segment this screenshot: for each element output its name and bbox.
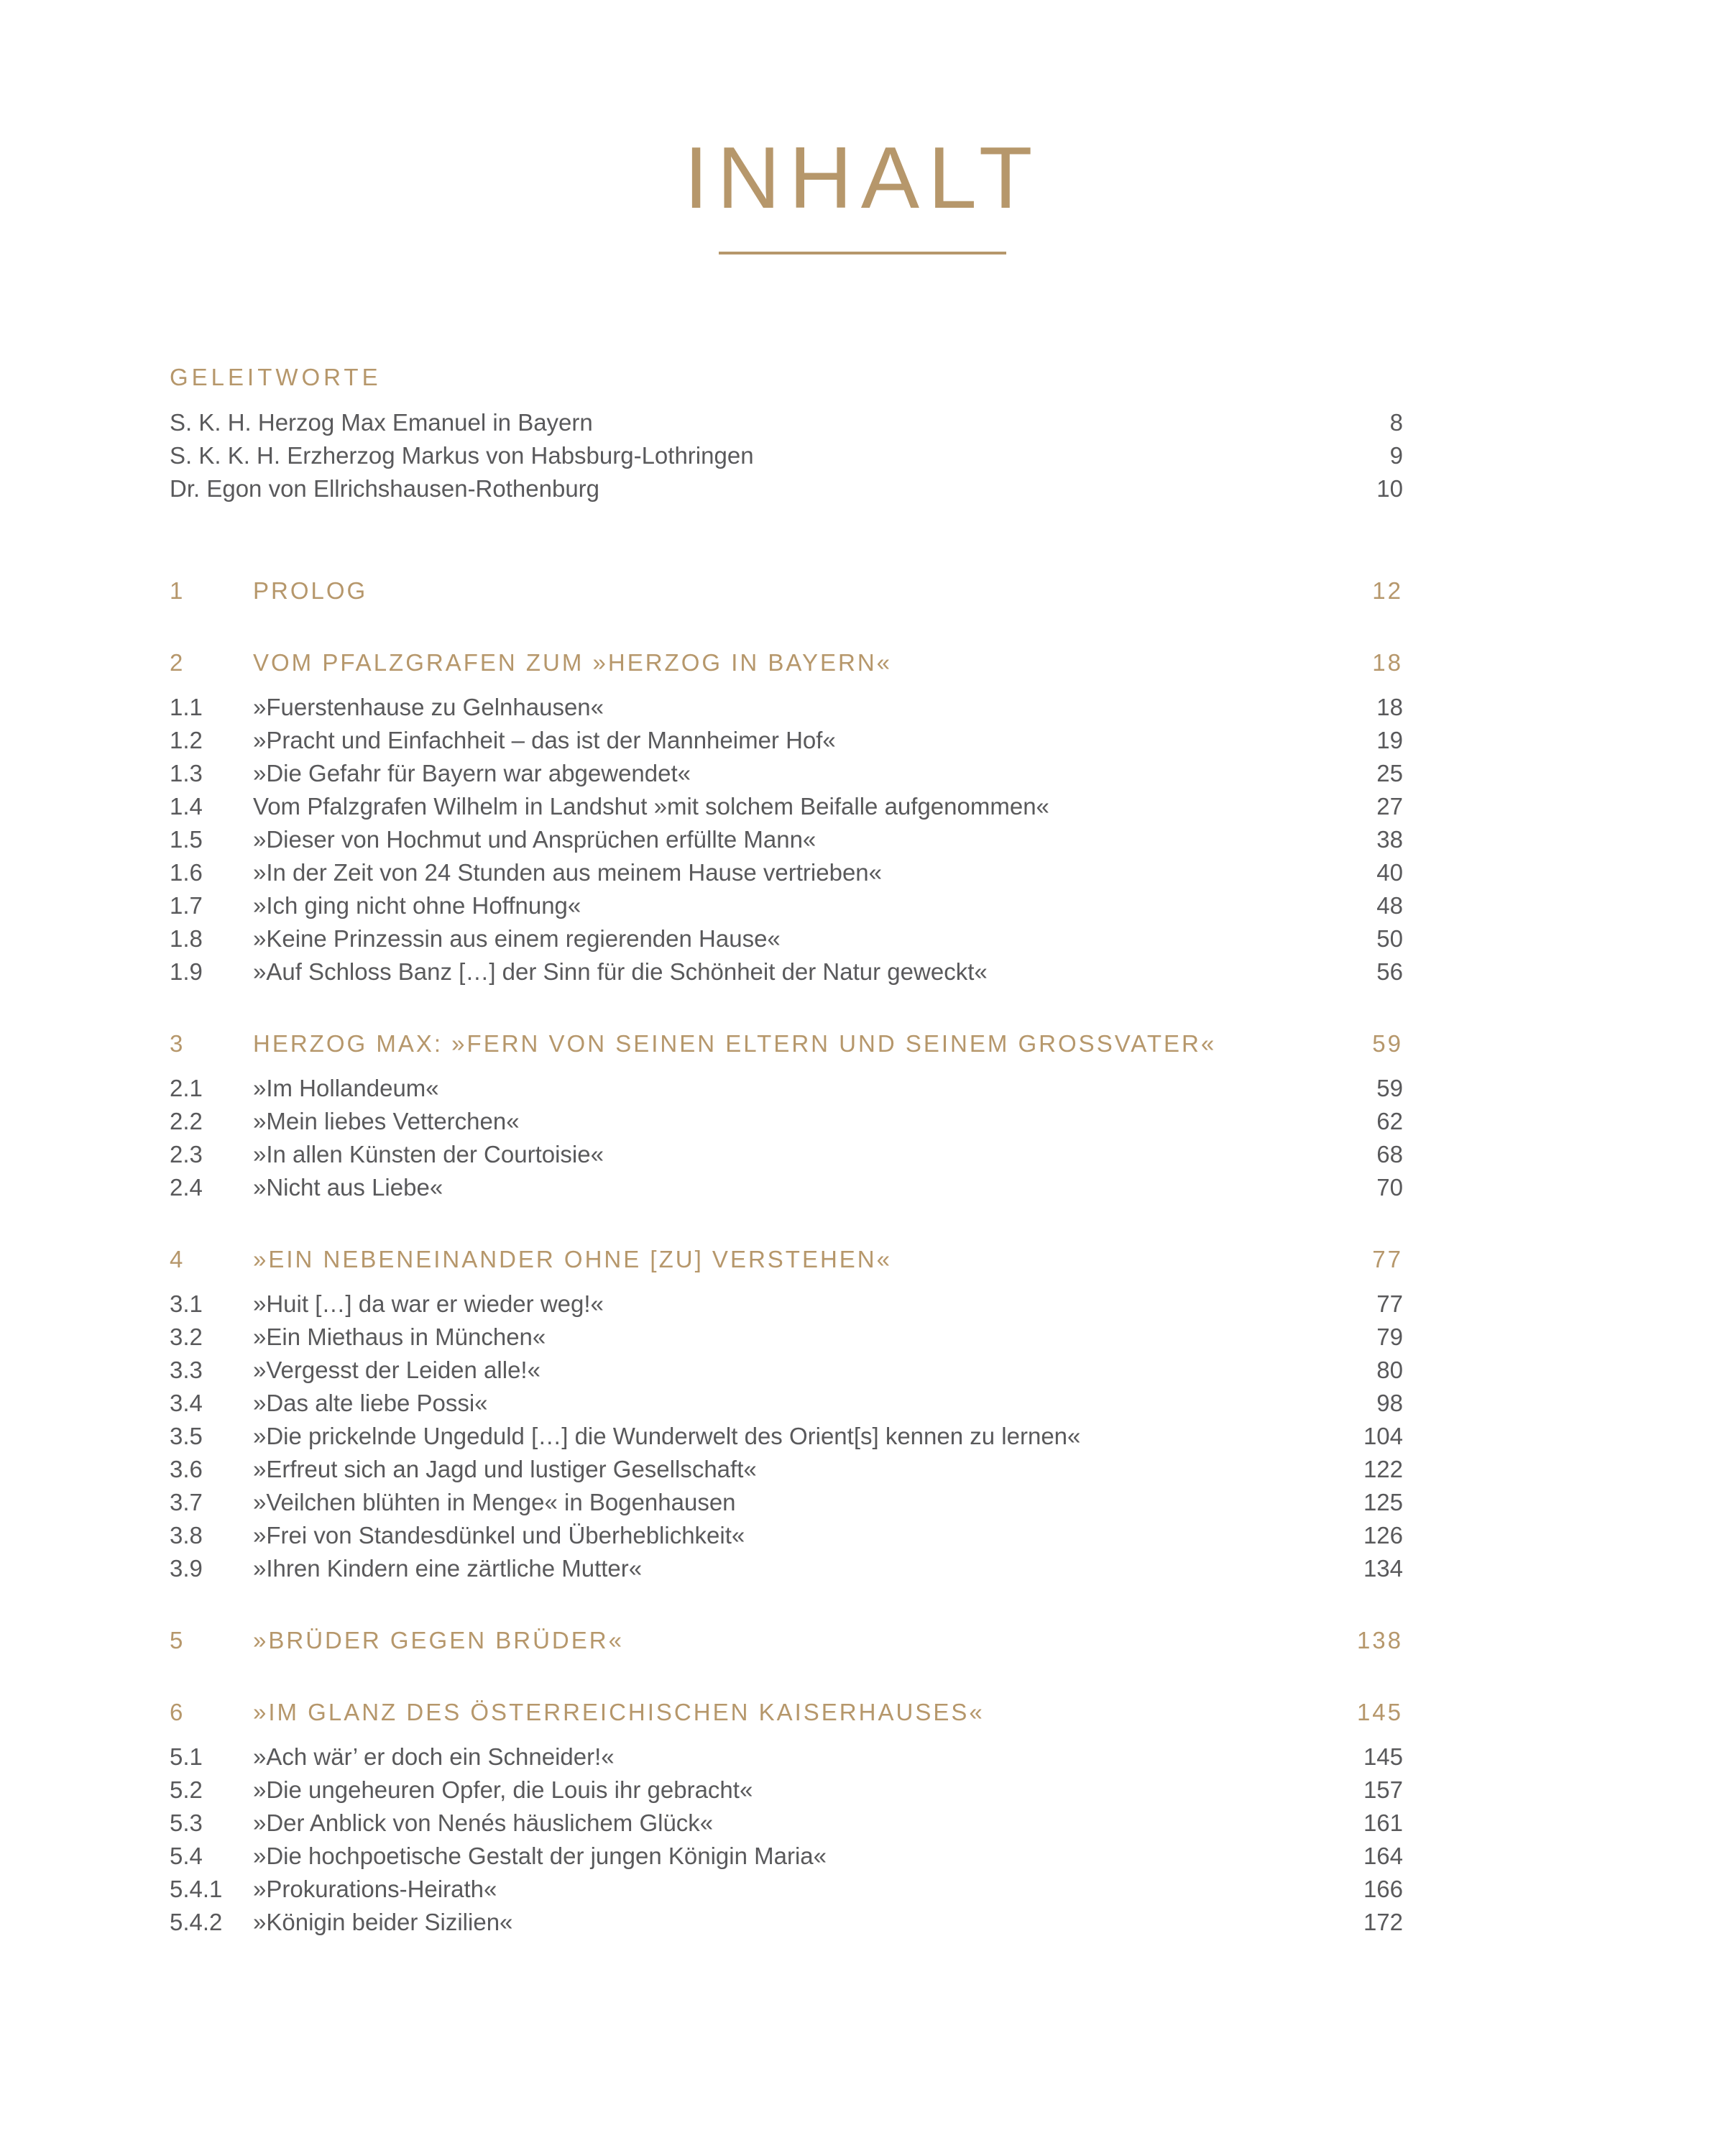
entry-label: »Die prickelnde Ungeduld […] die Wunderwelt des Orient[s] kennen zu lernen« bbox=[253, 1423, 1081, 1449]
entry-page-number: 145 bbox=[1363, 1743, 1403, 1770]
chapter-title: PROLOG bbox=[253, 577, 368, 604]
entry-label: »Das alte liebe Possi« bbox=[253, 1390, 488, 1416]
entry-label: »Erfreut sich an Jagd und lustiger Gesellschaft« bbox=[253, 1456, 757, 1482]
chapter-entries bbox=[170, 1740, 1403, 1939]
entry-number: 5.1 bbox=[170, 1743, 203, 1770]
entry-page-number: 59 bbox=[1376, 1075, 1403, 1101]
chapter-entries bbox=[170, 1072, 1403, 1204]
entry-label: »Ich ging nicht ohne Hoffnung« bbox=[253, 892, 581, 919]
entry-page-number: 40 bbox=[1376, 859, 1403, 886]
chapter-group bbox=[170, 1696, 1403, 1939]
toc-entry bbox=[170, 691, 1403, 724]
entry-label: »Veilchen blühten in Menge« in Bogenhausen bbox=[253, 1489, 736, 1515]
chapter-group bbox=[170, 646, 1403, 988]
chapter-title: HERZOG MAX: »FERN VON SEINEN ELTERN UND SEINEM GROSSVATER« bbox=[253, 1030, 1217, 1057]
geleitworte-heading: GELEITWORTE bbox=[170, 364, 382, 390]
entry-number: 3.1 bbox=[170, 1290, 203, 1317]
toc-entry bbox=[170, 790, 1403, 823]
chapter-list bbox=[170, 574, 1403, 1939]
toc-entry bbox=[170, 1288, 1403, 1321]
entry-number: 2.2 bbox=[170, 1108, 203, 1134]
entry-page-number: 79 bbox=[1376, 1324, 1403, 1350]
entry-number: 3.4 bbox=[170, 1390, 203, 1416]
entry-number: 1.2 bbox=[170, 727, 203, 753]
chapter-group bbox=[170, 1027, 1403, 1204]
entry-number: 3.9 bbox=[170, 1555, 203, 1582]
entry-label: »Keine Prinzessin aus einem regierenden Hause« bbox=[253, 925, 781, 952]
entry-number: 3.7 bbox=[170, 1489, 203, 1515]
chapter-title: »BRÜDER GEGEN BRÜDER« bbox=[253, 1627, 624, 1653]
entry-number: 1.7 bbox=[170, 892, 203, 919]
entry-page-number: 98 bbox=[1376, 1390, 1403, 1416]
entry-page-number: 56 bbox=[1376, 958, 1403, 985]
chapter-page-number: 77 bbox=[1372, 1246, 1403, 1272]
entry-number: 3.6 bbox=[170, 1456, 203, 1482]
entry-page-number: 19 bbox=[1376, 727, 1403, 753]
entry-label: »Königin beider Sizilien« bbox=[253, 1909, 513, 1935]
entry-label: »Auf Schloss Banz […] der Sinn für die Schönheit der Natur geweckt« bbox=[253, 958, 988, 985]
entry-number: 5.4 bbox=[170, 1843, 203, 1869]
chapter-page-number: 18 bbox=[1372, 649, 1403, 676]
toc-entry bbox=[170, 1552, 1403, 1585]
entry-label: S. K. K. H. Erzherzog Markus von Habsburg-Lothringen bbox=[170, 442, 754, 469]
entry-page-number: 50 bbox=[1376, 925, 1403, 952]
entry-label: »Der Anblick von Nenés häuslichem Glück« bbox=[253, 1809, 714, 1836]
chapter-number: 1 bbox=[170, 577, 183, 604]
entry-number: 5.4.1 bbox=[170, 1876, 223, 1902]
entry-page-number: 38 bbox=[1376, 826, 1403, 853]
entry-label: »Dieser von Hochmut und Ansprüchen erfüllte Mann« bbox=[253, 826, 816, 853]
toc-entry bbox=[170, 1072, 1403, 1105]
chapter-number: 3 bbox=[170, 1030, 183, 1057]
entry-label: »Prokurations-Heirath« bbox=[253, 1876, 497, 1902]
chapter-number: 2 bbox=[170, 649, 183, 676]
entry-page-number: 10 bbox=[1376, 475, 1403, 502]
toc-entry bbox=[170, 1171, 1403, 1204]
entry-label: »Mein liebes Vetterchen« bbox=[253, 1108, 520, 1134]
chapter-title: VOM PFALZGRAFEN ZUM »HERZOG IN BAYERN« bbox=[253, 649, 893, 676]
toc-entry bbox=[170, 1138, 1403, 1171]
entry-number: 1.8 bbox=[170, 925, 203, 952]
entry-label: »Nicht aus Liebe« bbox=[253, 1174, 443, 1201]
chapter-number: 4 bbox=[170, 1246, 183, 1272]
entry-page-number: 77 bbox=[1376, 1290, 1403, 1317]
toc-entry bbox=[170, 1807, 1403, 1840]
entry-number: 1.1 bbox=[170, 694, 203, 720]
entry-label: »Fuerstenhause zu Gelnhausen« bbox=[253, 694, 604, 720]
toc-entry bbox=[170, 1840, 1403, 1873]
entry-page-number: 8 bbox=[1389, 409, 1403, 436]
entry-page-number: 48 bbox=[1376, 892, 1403, 919]
entry-page-number: 68 bbox=[1376, 1141, 1403, 1168]
chapter-page-number: 12 bbox=[1372, 577, 1403, 604]
toc-entry bbox=[170, 1354, 1403, 1387]
entry-number: 1.6 bbox=[170, 859, 203, 886]
toc-entry bbox=[170, 823, 1403, 856]
entry-label: »Die hochpoetische Gestalt der jungen Königin Maria« bbox=[253, 1843, 827, 1869]
entry-page-number: 134 bbox=[1363, 1555, 1403, 1582]
chapter-group bbox=[170, 1243, 1403, 1585]
toc-entry bbox=[170, 1387, 1403, 1420]
chapter-page-number: 145 bbox=[1356, 1699, 1403, 1725]
entry-number: 5.3 bbox=[170, 1809, 203, 1836]
chapter-page-number: 138 bbox=[1356, 1627, 1403, 1653]
entry-number: 2.4 bbox=[170, 1174, 203, 1201]
entry-label: S. K. H. Herzog Max Emanuel in Bayern bbox=[170, 409, 593, 436]
chapter-group bbox=[170, 574, 1403, 607]
toc-entry bbox=[170, 1453, 1403, 1486]
entry-page-number: 157 bbox=[1363, 1776, 1403, 1803]
chapter-heading bbox=[170, 1243, 1403, 1276]
entry-number: 2.3 bbox=[170, 1141, 203, 1168]
chapter-heading bbox=[170, 646, 1403, 679]
entry-label: »Die ungeheuren Opfer, die Louis ihr gebracht« bbox=[253, 1776, 753, 1803]
entry-page-number: 161 bbox=[1363, 1809, 1403, 1836]
toc-entry bbox=[170, 724, 1403, 757]
geleitworte-entries bbox=[170, 406, 1403, 505]
entry-label: »Vergesst der Leiden alle!« bbox=[253, 1357, 540, 1383]
entry-page-number: 80 bbox=[1376, 1357, 1403, 1383]
entry-page-number: 62 bbox=[1376, 1108, 1403, 1134]
geleitworte-entry bbox=[170, 439, 1403, 472]
entry-page-number: 164 bbox=[1363, 1843, 1403, 1869]
entry-page-number: 166 bbox=[1363, 1876, 1403, 1902]
entry-label: »Die Gefahr für Bayern war abgewendet« bbox=[253, 760, 691, 786]
entry-label: »Ach wär’ er doch ein Schneider!« bbox=[253, 1743, 615, 1770]
entry-number: 2.1 bbox=[170, 1075, 203, 1101]
toc-entry bbox=[170, 1740, 1403, 1774]
entry-number: 3.8 bbox=[170, 1522, 203, 1549]
chapter-entries bbox=[170, 691, 1403, 988]
toc-entry bbox=[170, 889, 1403, 922]
entry-number: 3.5 bbox=[170, 1423, 203, 1449]
entry-label: Vom Pfalzgrafen Wilhelm in Landshut »mit solchem Beifalle aufgenommen« bbox=[253, 793, 1049, 820]
entry-page-number: 25 bbox=[1376, 760, 1403, 786]
toc-entry bbox=[170, 1873, 1403, 1906]
toc-entry bbox=[170, 1906, 1403, 1939]
toc-entry bbox=[170, 856, 1403, 889]
entry-label: »Im Hollandeum« bbox=[253, 1075, 439, 1101]
entry-label: »In der Zeit von 24 Stunden aus meinem Hause vertrieben« bbox=[253, 859, 883, 886]
entry-page-number: 27 bbox=[1376, 793, 1403, 820]
entry-page-number: 126 bbox=[1363, 1522, 1403, 1549]
entry-number: 1.9 bbox=[170, 958, 203, 985]
entry-label: »Ihren Kindern eine zärtliche Mutter« bbox=[253, 1555, 643, 1582]
entry-number: 3.2 bbox=[170, 1324, 203, 1350]
geleitworte-entry bbox=[170, 406, 1403, 439]
toc-entry bbox=[170, 1774, 1403, 1807]
geleitworte-entry bbox=[170, 472, 1403, 505]
entry-page-number: 122 bbox=[1363, 1456, 1403, 1482]
chapter-title: »EIN NEBENEINANDER OHNE [ZU] VERSTEHEN« bbox=[253, 1246, 892, 1272]
chapter-title: »IM GLANZ DES ÖSTERREICHISCHEN KAISERHAUSES« bbox=[253, 1699, 985, 1725]
entry-label: »Ein Miethaus in München« bbox=[253, 1324, 546, 1350]
entry-page-number: 18 bbox=[1376, 694, 1403, 720]
entry-page-number: 70 bbox=[1376, 1174, 1403, 1201]
toc-entry bbox=[170, 955, 1403, 988]
geleitworte-section bbox=[170, 361, 1403, 505]
toc-entry bbox=[170, 1321, 1403, 1354]
page-title: INHALT bbox=[684, 129, 1041, 226]
entry-page-number: 104 bbox=[1363, 1423, 1403, 1449]
toc-entry bbox=[170, 922, 1403, 955]
entry-page-number: 172 bbox=[1363, 1909, 1403, 1935]
chapter-heading bbox=[170, 574, 1403, 607]
chapter-number: 5 bbox=[170, 1627, 183, 1653]
toc-entry bbox=[170, 1105, 1403, 1138]
entry-number: 1.4 bbox=[170, 793, 203, 820]
chapter-page-number: 59 bbox=[1372, 1030, 1403, 1057]
entry-number: 5.2 bbox=[170, 1776, 203, 1803]
entry-number: 1.3 bbox=[170, 760, 203, 786]
toc-content bbox=[0, 361, 1725, 1939]
entry-label: »Pracht und Einfachheit – das ist der Mannheimer Hof« bbox=[253, 727, 836, 753]
toc-entry bbox=[170, 1519, 1403, 1552]
chapter-heading bbox=[170, 1696, 1403, 1729]
entry-number: 5.4.2 bbox=[170, 1909, 223, 1935]
toc-entry bbox=[170, 1420, 1403, 1453]
entry-label: Dr. Egon von Ellrichshausen-Rothenburg bbox=[170, 475, 600, 502]
entry-label: »In allen Künsten der Courtoisie« bbox=[253, 1141, 604, 1168]
chapter-number: 6 bbox=[170, 1699, 183, 1725]
entry-number: 3.3 bbox=[170, 1357, 203, 1383]
entry-label: »Huit […] da war er wieder weg!« bbox=[253, 1290, 604, 1317]
entry-label: »Frei von Standesdünkel und Überheblichkeit« bbox=[253, 1522, 745, 1549]
entry-page-number: 125 bbox=[1363, 1489, 1403, 1515]
chapter-heading bbox=[170, 1027, 1403, 1060]
toc-entry bbox=[170, 757, 1403, 790]
chapter-entries bbox=[170, 1288, 1403, 1585]
chapter-group bbox=[170, 1624, 1403, 1657]
entry-page-number: 9 bbox=[1389, 442, 1403, 469]
toc-entry bbox=[170, 1486, 1403, 1519]
title-underline bbox=[719, 252, 1006, 254]
entry-number: 1.5 bbox=[170, 826, 203, 853]
chapter-heading bbox=[170, 1624, 1403, 1657]
